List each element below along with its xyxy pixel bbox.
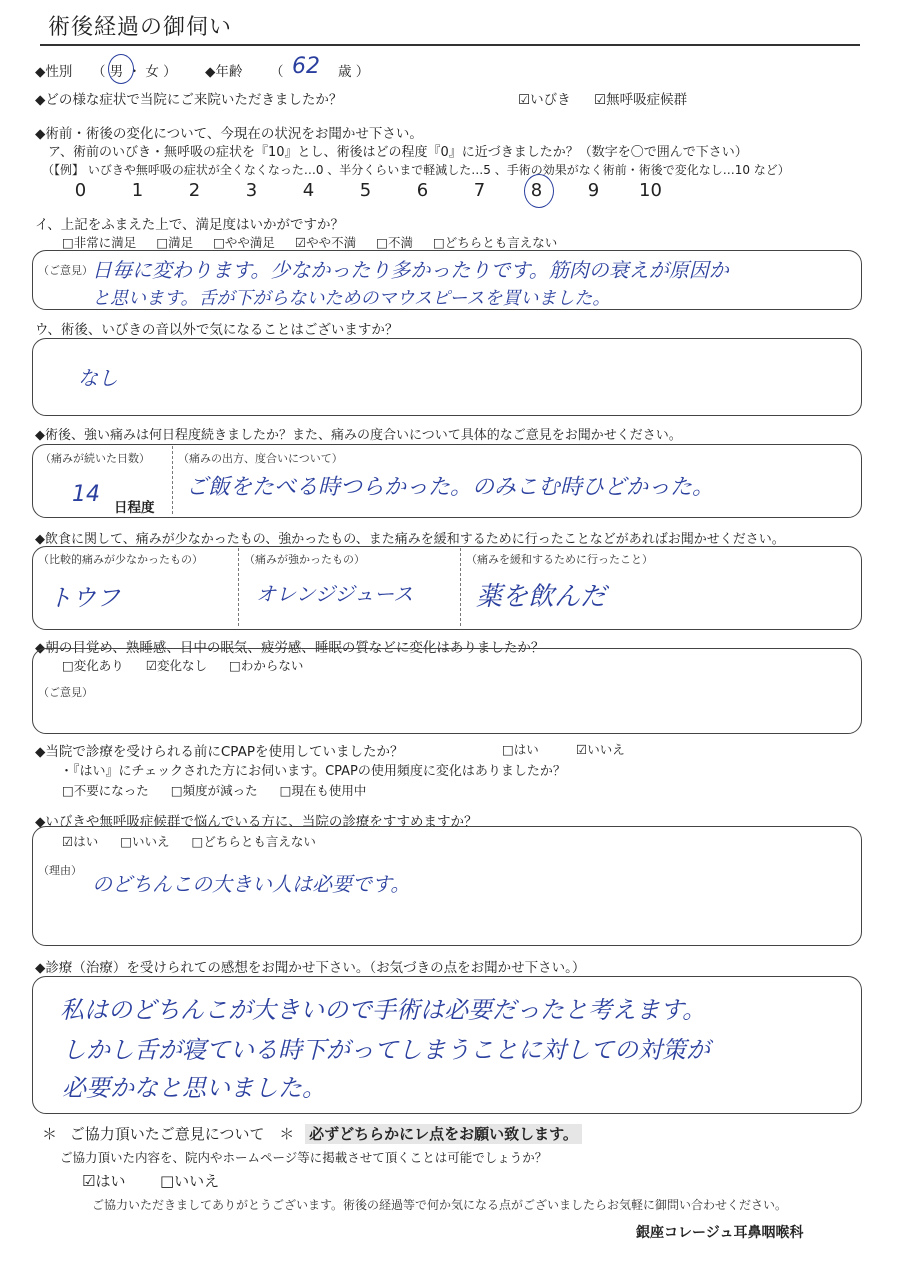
consent-question: ご協力頂いた内容を、院内やホームページ等に掲載させて頂くことは可能でしょうか？ [60,1150,548,1165]
recommend-reason-answer: のどちんこの大きい人は必要です。 [92,872,411,896]
symptom-option-apnea[interactable]: ☑無呼吸症候群 [594,92,688,108]
scale-4[interactable]: 4 [302,180,315,201]
age-unit: 歳 ） [338,64,370,80]
cpap-no[interactable]: ☑いいえ [576,742,625,757]
satisfaction-somewhat-dissatisfied[interactable]: ☑やや不満 [294,235,357,250]
satisfaction-answer-line1: 日毎に変わります。少なかったり多かったりです。筋肉の衰えが原因か [92,258,729,282]
page-title: 術後経過の御伺い [48,15,233,40]
impression-answer-line1: 私はのどちんこが大きいので手術は必要だったと考えます。 [60,996,707,1024]
symptom-question: ◆どの様な症状で当院にご来院いただきましたか？ [35,92,343,108]
consent-heading: ご協力頂いたご意見について [69,1125,265,1143]
food-col1-label: （比較的痛みが少なかったもの） [38,553,203,566]
cpap-yes[interactable]: □はい [502,742,539,757]
symptom-option-snoring[interactable]: ☑いびき [518,92,571,108]
age-value[interactable]: 62 [292,54,320,79]
gender-options[interactable]: （ 男 ・ 女 ） [92,64,177,80]
other-concerns-answer: なし [78,366,118,390]
scale-1[interactable]: 1 [131,180,144,201]
sleep-unknown[interactable]: □わからない [229,658,304,673]
cpap-sub-question: ・『はい』にチェックされた方にお伺います。CPAPの使用頻度に変化はありましたか？ [60,764,566,779]
other-concerns-box[interactable] [32,338,862,416]
impression-answer-line3: 必要かなと思いました。 [62,1074,326,1102]
scale-3[interactable]: 3 [245,180,258,201]
satisfaction-answer-line2: と思います。舌が下がらないためのマウスピースを買いました。 [92,288,611,309]
satisfaction-opinion-label: （ご意見） [38,264,93,277]
satisfaction-neutral[interactable]: □どちらとも言えない [432,235,558,250]
change-question-a: ア、術前のいびき・無呼吸の症状を『10』とし、術後はどの程度『0』に近づきましたか？（数字を〇で囲んで下さい） [48,145,748,160]
sleep-question: ◆朝の目覚め、熟睡感、日中の眠気、疲労感、睡眠の質などに変化はありましたか？ [35,640,545,656]
satisfaction-very-satisfied[interactable]: □非常に満足 [62,235,137,250]
age-open: （ [270,64,284,80]
food-col2-answer: オレンジジュース [256,582,414,606]
cpap-sub-options[interactable] [62,781,366,799]
age-label: ◆年齢 [205,64,243,80]
sleep-opinion-box[interactable] [32,648,862,734]
other-concerns-question: ウ、術後、いびきの音以外で気になることはございますか？ [35,322,399,338]
pain-question: ◆術後、強い痛みは何日程度続きましたか？また、痛みの度合いについて具体的なご意見をお聞かせください。 [35,428,682,443]
pain-days-label: （痛みが続いた日数） [40,452,150,465]
scale-0[interactable]: 0 [74,180,87,201]
clinic-name: 銀座コレージュ耳鼻咽喉科 [636,1225,804,1241]
food-col2-label: （痛みが強かったもの） [244,553,365,566]
pain-days-value[interactable]: 14 [72,482,100,507]
recommend-yes[interactable]: ☑はい [62,834,99,849]
consent-yes[interactable]: ☑はい [82,1172,126,1190]
scale-9[interactable]: 9 [587,180,600,201]
pain-days-unit: 日程度 [114,500,155,516]
scale-7[interactable]: 7 [473,180,486,201]
satisfaction-question: イ、上記をふまえた上で、満足度はいかがですか？ [35,217,345,233]
recommend-no[interactable]: □いいえ [120,834,170,849]
cpap-unnecessary[interactable]: □不要になった [62,783,149,798]
consent-notice: 必ずどちらかにレ点をお願い致します。 [305,1124,582,1144]
satisfaction-dissatisfied[interactable]: □不満 [376,235,413,250]
food-divider-1 [238,548,239,626]
food-col1-answer: トウフ [48,584,120,612]
pain-detail-answer: ご飯をたべる時つらかった。のみこむ時ひどかった。 [186,475,715,500]
scale-selected-circle [524,174,554,208]
cpap-less-frequent[interactable]: □頻度が減った [170,783,258,798]
impression-answer-line2: しかし舌が寝ている時下がってしまうことに対しての対策が [62,1036,710,1064]
satisfaction-satisfied[interactable]: □満足 [156,235,194,250]
satisfaction-somewhat-satisfied[interactable]: □やや満足 [213,235,275,250]
sleep-changed[interactable]: □変化あり [62,658,124,673]
scale-10[interactable]: 10 [639,180,662,201]
satisfaction-options[interactable] [62,233,557,251]
scale-6[interactable]: 6 [416,180,429,201]
food-col3-answer: 薬を飲んだ [476,582,607,612]
gender-label: ◆性別 [35,64,73,80]
pain-divider [172,446,173,514]
footer-thanks: ご協力いただきましてありがとうございます。術後の経過等で何か気になる点がございましたらお気軽に御問い合わせください。 [92,1198,788,1212]
food-col3-label: （痛みを緩和するために行ったこと） [466,553,653,566]
gender-selected-circle [108,54,134,84]
food-question: ◆飲食に関して、痛みが少なかったもの、強かったもの、また痛みを緩和するために行ったことなどがあればお聞かせください。 [35,532,785,547]
change-scale[interactable] [52,180,679,201]
cpap-question: ◆当院で診療を受けられる前にCPAPを使用していましたか？ [35,744,404,760]
scale-5[interactable]: 5 [359,180,372,201]
change-example: （【例】 いびきや無呼吸の症状が全くなくなった…0 、半分くらいまで軽減した…5 、手術の効果がなく術前・術後で変化なし…10 など） [42,163,790,177]
scale-2[interactable]: 2 [188,180,201,201]
change-heading: ◆術前・術後の変化について、今現在の状況をお聞かせ下さい。 [35,126,423,142]
pain-detail-label: （痛みの出方、度合いについて） [178,452,343,465]
scale-8[interactable]: 8 [530,180,543,201]
impression-question: ◆診療（治療）を受けられての感想をお聞かせ下さい。（お気づきの点をお聞かせ下さい。） [35,960,586,976]
recommend-neutral[interactable]: □どちらとも言えない [191,834,316,849]
sleep-opinion-label: （ご意見） [38,686,93,699]
food-divider-2 [460,548,461,626]
consent-header [42,1123,582,1144]
title-underline [40,44,860,46]
recommend-reason-label: （理由） [38,864,82,877]
consent-no[interactable]: □いいえ [160,1172,220,1190]
cpap-still-using[interactable]: □現在も使用中 [279,783,367,798]
consent-star-2: ＊ [279,1125,295,1143]
recommend-question: ◆いびきや無呼吸症候群で悩んでいる方に、当院の診療をすすめますか？ [35,814,478,830]
consent-star-1: ＊ [42,1125,58,1143]
sleep-unchanged[interactable]: ☑変化なし [145,658,208,673]
